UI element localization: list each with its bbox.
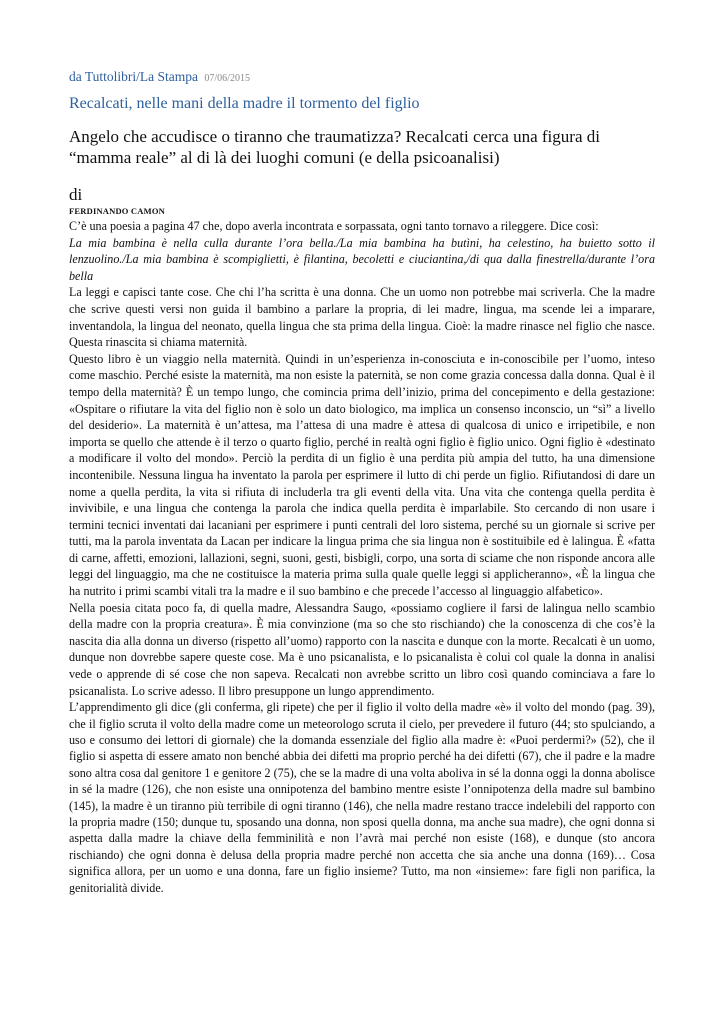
byline-prefix: di xyxy=(69,185,83,204)
subheadline: Angelo che accudisce o tiranno che traumatizza? Recalcati cerca una figura di “mamma reale” al di là dei luoghi comuni (e della psicoanalisi) xyxy=(69,127,600,167)
author-name: FERDINANDO CAMON xyxy=(69,206,165,216)
headline: Recalcati, nelle mani della madre il tormento del figlio xyxy=(69,95,420,112)
paragraph-intro: C’è una poesia a pagina 47 che, dopo averla incontrata e sorpassata, ogni tanto tornavo a rileggere. Dice così: xyxy=(69,219,599,233)
paragraph-learning: L’apprendimento gli dice (gli conferma, gli ripete) che per il figlio il volto della madre «è» il volto del mondo (pag. 39), che il figlio scruta il volto della madre come un meteorologo scruta il cielo, per prevedere il futuro (44; sto spulciando, a uso e consumo dei lettori di giornale) che la domanda essenziale del figlio alla madre è: «Puoi perdermi?» (52), che il figlio si aspetta di essere amato non benché abbia dei difetti ma proprio perché ha dei difetti (67), che il padre e la madre sono altra cosa dal genitore 1 e genitore 2 (75), che se la madre di una volta aboliva in sé la donna oggi la donna abolisce in sé la madre (126), che non esiste una onnipotenza del bambino mentre esiste l’onnipotenza della madre sul bambino (145), la madre è un tiranno più terribile di ogni tiranno (146), che nella madre restano tracce indelebili del rapporto con la propria madre (150; dunque tu, sposando una donna, non sposi quella donna, ma anche sua madre), che ogni donna si aspetta dalla madre la chiave della femminilità e non l’avrà mai perché non esiste (168), e dunque (sto ancora rischiando) che ogni donna è delusa della propria madre perché non accetta che sia anche una donna (169)… Cosa significa allora, per un uomo e una donna, fare un figlio insieme? Tutto, ma non «insieme»: fare figli non parifica, la genitorialità divide. xyxy=(69,700,655,895)
article xyxy=(69,58,655,896)
publication-date: 07/06/2015 xyxy=(204,73,250,84)
paragraph-poem-commentary: Nella poesia citata poco fa, di quella madre, Alessandra Saugo, «possiamo cogliere il farsi de lalingua nello scambio della madre con la propria creatura». È mia convinzione (ma so che sto rischiando) che la conoscenza di che cos’è la nascita dia alla donna un diverso (rispetto all’uomo) rapporto con la nascita e dunque con la morte. Recalcati è un uomo, dunque non dovrebbe sapere queste cose. Ma è uno psicanalista, e lo psicanalista è colui col quale la donna in analisi vede o apprende di sé cose che non sapeva. Recalcati non avrebbe scritto un libro così quando cominciava a fare lo psicanalista. Lo scrive adesso. Il libro presuppone un lungo apprendimento. xyxy=(69,600,655,698)
poem-quote: La mia bambina è nella culla durante l’ora bella./La mia bambina ha butìni, ha celestino, ha buietto sotto il lenzuolino./La mia bambina è scompiglietti, è filantina, becoletti e ciuciantina,/di qua dalla finestrella/durante l’ora bella xyxy=(69,235,655,283)
source-line xyxy=(69,68,655,88)
paragraph-maternity: Questo libro è un viaggio nella maternità. Quindi in un’esperienza in-conosciuta e in-conoscibile per l’uomo, inteso come maschio. Perché esiste la maternità, ma non esiste la paternità, se non come grazia concessa dalla donna. Qual è il tempo della maternità? È un tempo lungo, che comincia prima dell’inizio, prima del concepimento e della gestazione: «Ospitare o rifiutare la vita del figlio non è solo un dato biologico, ma implica un consenso inconscio, un “sì” a livello del desiderio». La maternità è un’attesa, ma l’attesa di una madre è attesa di qualcosa di unico e irripetibile, e non importa se quello che attende è il terzo o quarto figlio, perché in realtà ogni figlio è figlio unico. Ogni figlio è «destinato a modificare il volto del mondo». Perciò la perdita di un figlio è una perdita più ampia del tutto, ha una dimensione incontenibile. Nessuna lingua ha inventato la parola per esprimere il lutto di chi perde un figlio. Rifiutandosi di dare un nome a quella perdita, la vita si rifiuta di includerla tra gli eventi della vita. Una vita che contenga quella perdita è invivibile, e una lingua che contenga la parola che indica quella perdita è imparlabile. Sto cercando di non usare i termini tecnici inventati dai lacaniani per esprimere i punti centrali del loro sistema, perché su un giornale si scrive per tutti, ma la parola inventata da Lacan per indicare la lingua prima che sia lingua non è sostituibile ed è lalingua. È «fatta di carne, affetti, emozioni, lallazioni, segni, suoni, gesti, bisbigli, corpo, una sorta di sciame che non risponde ancora alle leggi del linguaggio, ma che ne costituisce la materia prima sulla quale quelle leggi si applicheranno», «È la lingua che ha nutrito i primi scambi vitali tra la madre e il suo bambino e che precede l’accesso al linguaggio alfabetico». xyxy=(69,351,655,599)
paragraph-reading: La leggi e capisci tante cose. Che chi l’ha scritta è una donna. Che un uomo non potrebbe mai scriverla. Che la madre che scrive questi versi non guida il bambino a parlare la propria, di lei madre, lingua, ma scende lei a imparare, inventandola, la lingua del neonato, quella lingua che sta prima della lingua. Cioè: la madre rinasce nel figlio che nasce. Questa rinascita si chiama maternità. xyxy=(69,285,655,350)
source-name: da Tuttolibri/La Stampa xyxy=(69,69,199,84)
